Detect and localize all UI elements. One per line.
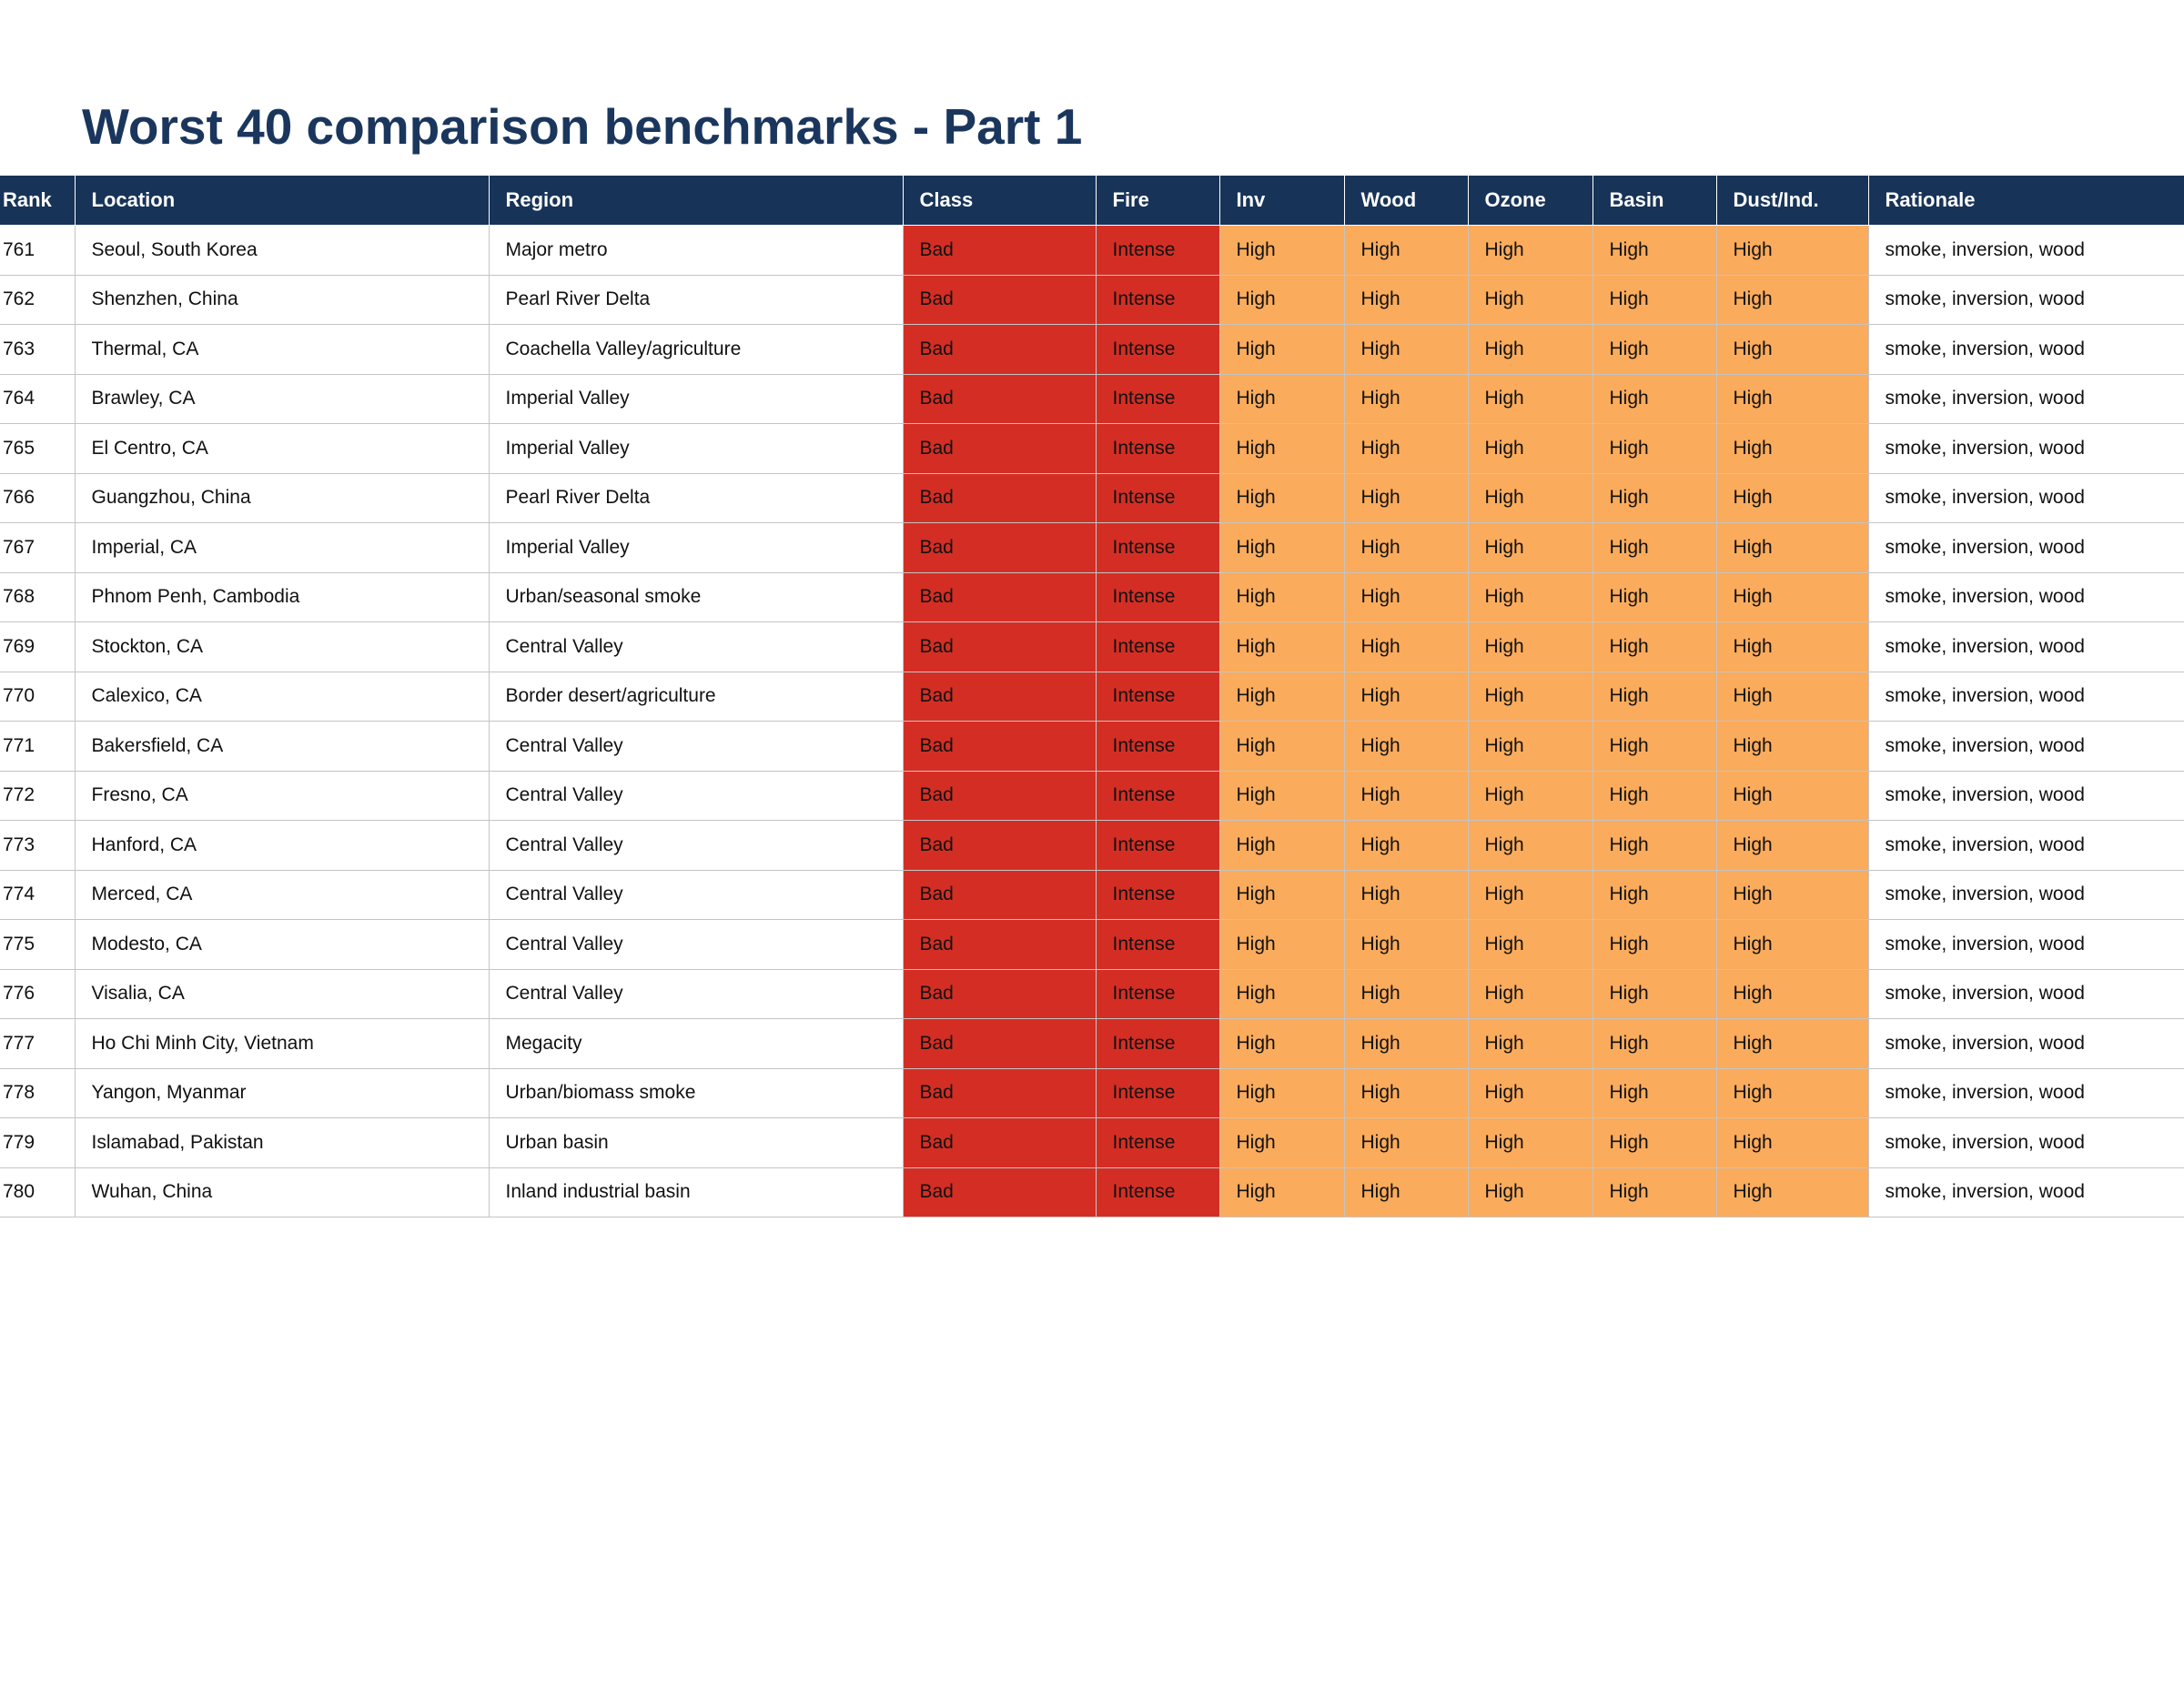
cell-rationale: smoke, inversion, wood bbox=[1868, 1019, 2184, 1069]
column-header-rank[interactable]: Rank bbox=[0, 176, 75, 226]
cell-rationale: smoke, inversion, wood bbox=[1868, 424, 2184, 474]
cell-inv: High bbox=[1219, 969, 1344, 1019]
cell-region: Central Valley bbox=[489, 771, 903, 821]
cell-ozone: High bbox=[1468, 920, 1592, 970]
cell-rank: 779 bbox=[0, 1118, 75, 1168]
cell-class: Bad bbox=[903, 771, 1096, 821]
cell-rationale: smoke, inversion, wood bbox=[1868, 870, 2184, 920]
cell-fire: Intense bbox=[1096, 821, 1219, 871]
column-header-location[interactable]: Location bbox=[75, 176, 489, 226]
cell-region: Central Valley bbox=[489, 622, 903, 672]
cell-dust-ind: High bbox=[1716, 920, 1868, 970]
cell-fire: Intense bbox=[1096, 325, 1219, 375]
cell-rationale: smoke, inversion, wood bbox=[1868, 771, 2184, 821]
cell-region: Central Valley bbox=[489, 821, 903, 871]
column-header-fire[interactable]: Fire bbox=[1096, 176, 1219, 226]
header-row bbox=[0, 176, 2184, 226]
cell-location: Bakersfield, CA bbox=[75, 722, 489, 772]
cell-rank: 770 bbox=[0, 672, 75, 722]
cell-location: Seoul, South Korea bbox=[75, 226, 489, 276]
cell-region: Urban/biomass smoke bbox=[489, 1068, 903, 1118]
cell-class: Bad bbox=[903, 1118, 1096, 1168]
table-row bbox=[0, 1167, 2184, 1217]
table-row bbox=[0, 672, 2184, 722]
cell-fire: Intense bbox=[1096, 771, 1219, 821]
column-header-wood[interactable]: Wood bbox=[1344, 176, 1468, 226]
cell-wood: High bbox=[1344, 672, 1468, 722]
cell-rationale: smoke, inversion, wood bbox=[1868, 275, 2184, 325]
cell-wood: High bbox=[1344, 374, 1468, 424]
cell-rank: 766 bbox=[0, 473, 75, 523]
cell-rationale: smoke, inversion, wood bbox=[1868, 226, 2184, 276]
cell-basin: High bbox=[1592, 473, 1716, 523]
cell-rank: 765 bbox=[0, 424, 75, 474]
cell-region: Imperial Valley bbox=[489, 424, 903, 474]
cell-rank: 776 bbox=[0, 969, 75, 1019]
cell-ozone: High bbox=[1468, 572, 1592, 622]
cell-inv: High bbox=[1219, 672, 1344, 722]
cell-class: Bad bbox=[903, 722, 1096, 772]
cell-wood: High bbox=[1344, 1118, 1468, 1168]
cell-fire: Intense bbox=[1096, 1167, 1219, 1217]
column-header-basin[interactable]: Basin bbox=[1592, 176, 1716, 226]
cell-class: Bad bbox=[903, 672, 1096, 722]
cell-location: Guangzhou, China bbox=[75, 473, 489, 523]
cell-rank: 772 bbox=[0, 771, 75, 821]
cell-rationale: smoke, inversion, wood bbox=[1868, 1068, 2184, 1118]
cell-basin: High bbox=[1592, 771, 1716, 821]
cell-ozone: High bbox=[1468, 821, 1592, 871]
cell-basin: High bbox=[1592, 870, 1716, 920]
cell-region: Urban/seasonal smoke bbox=[489, 572, 903, 622]
column-header-ozone[interactable]: Ozone bbox=[1468, 176, 1592, 226]
cell-inv: High bbox=[1219, 473, 1344, 523]
cell-wood: High bbox=[1344, 226, 1468, 276]
cell-rationale: smoke, inversion, wood bbox=[1868, 969, 2184, 1019]
cell-rationale: smoke, inversion, wood bbox=[1868, 622, 2184, 672]
cell-class: Bad bbox=[903, 424, 1096, 474]
cell-class: Bad bbox=[903, 1167, 1096, 1217]
cell-wood: High bbox=[1344, 1068, 1468, 1118]
cell-class: Bad bbox=[903, 920, 1096, 970]
table-row bbox=[0, 870, 2184, 920]
cell-class: Bad bbox=[903, 1019, 1096, 1069]
cell-rank: 762 bbox=[0, 275, 75, 325]
cell-dust-ind: High bbox=[1716, 1118, 1868, 1168]
cell-fire: Intense bbox=[1096, 1019, 1219, 1069]
cell-region: Urban basin bbox=[489, 1118, 903, 1168]
column-header-region[interactable]: Region bbox=[489, 176, 903, 226]
cell-location: Islamabad, Pakistan bbox=[75, 1118, 489, 1168]
cell-ozone: High bbox=[1468, 424, 1592, 474]
cell-dust-ind: High bbox=[1716, 870, 1868, 920]
cell-wood: High bbox=[1344, 424, 1468, 474]
cell-location: Shenzhen, China bbox=[75, 275, 489, 325]
cell-region: Pearl River Delta bbox=[489, 275, 903, 325]
cell-ozone: High bbox=[1468, 374, 1592, 424]
cell-wood: High bbox=[1344, 572, 1468, 622]
table-row bbox=[0, 523, 2184, 573]
page-title: Worst 40 comparison benchmarks - Part 1 bbox=[82, 98, 1083, 155]
cell-location: Brawley, CA bbox=[75, 374, 489, 424]
cell-inv: High bbox=[1219, 1068, 1344, 1118]
cell-basin: High bbox=[1592, 572, 1716, 622]
cell-rationale: smoke, inversion, wood bbox=[1868, 1118, 2184, 1168]
cell-rank: 764 bbox=[0, 374, 75, 424]
cell-fire: Intense bbox=[1096, 275, 1219, 325]
cell-fire: Intense bbox=[1096, 672, 1219, 722]
cell-rationale: smoke, inversion, wood bbox=[1868, 920, 2184, 970]
cell-location: Yangon, Myanmar bbox=[75, 1068, 489, 1118]
cell-fire: Intense bbox=[1096, 1068, 1219, 1118]
cell-wood: High bbox=[1344, 1019, 1468, 1069]
cell-wood: High bbox=[1344, 523, 1468, 573]
table-row bbox=[0, 424, 2184, 474]
cell-location: Hanford, CA bbox=[75, 821, 489, 871]
cell-class: Bad bbox=[903, 523, 1096, 573]
cell-wood: High bbox=[1344, 920, 1468, 970]
cell-rank: 778 bbox=[0, 1068, 75, 1118]
cell-basin: High bbox=[1592, 969, 1716, 1019]
table-row bbox=[0, 622, 2184, 672]
cell-rationale: smoke, inversion, wood bbox=[1868, 821, 2184, 871]
cell-location: Wuhan, China bbox=[75, 1167, 489, 1217]
table-row bbox=[0, 821, 2184, 871]
column-header-inv[interactable]: Inv bbox=[1219, 176, 1344, 226]
cell-location: Calexico, CA bbox=[75, 672, 489, 722]
cell-rank: 773 bbox=[0, 821, 75, 871]
cell-rank: 774 bbox=[0, 870, 75, 920]
cell-ozone: High bbox=[1468, 473, 1592, 523]
cell-ozone: High bbox=[1468, 870, 1592, 920]
cell-fire: Intense bbox=[1096, 572, 1219, 622]
column-header-rationale[interactable]: Rationale bbox=[1868, 176, 2184, 226]
cell-rank: 768 bbox=[0, 572, 75, 622]
cell-region: Pearl River Delta bbox=[489, 473, 903, 523]
table-body bbox=[0, 226, 2184, 1217]
cell-basin: High bbox=[1592, 424, 1716, 474]
table-row bbox=[0, 722, 2184, 772]
cell-rank: 761 bbox=[0, 226, 75, 276]
cell-ozone: High bbox=[1468, 275, 1592, 325]
table-row bbox=[0, 1019, 2184, 1069]
cell-ozone: High bbox=[1468, 672, 1592, 722]
cell-basin: High bbox=[1592, 275, 1716, 325]
cell-dust-ind: High bbox=[1716, 325, 1868, 375]
cell-wood: High bbox=[1344, 870, 1468, 920]
table-row bbox=[0, 1118, 2184, 1168]
cell-region: Central Valley bbox=[489, 969, 903, 1019]
cell-dust-ind: High bbox=[1716, 722, 1868, 772]
cell-rationale: smoke, inversion, wood bbox=[1868, 1167, 2184, 1217]
cell-fire: Intense bbox=[1096, 424, 1219, 474]
cell-inv: High bbox=[1219, 275, 1344, 325]
cell-location: Stockton, CA bbox=[75, 622, 489, 672]
cell-rationale: smoke, inversion, wood bbox=[1868, 325, 2184, 375]
cell-location: El Centro, CA bbox=[75, 424, 489, 474]
cell-location: Phnom Penh, Cambodia bbox=[75, 572, 489, 622]
cell-inv: High bbox=[1219, 374, 1344, 424]
cell-wood: High bbox=[1344, 969, 1468, 1019]
cell-inv: High bbox=[1219, 226, 1344, 276]
column-header-class[interactable]: Class bbox=[903, 176, 1096, 226]
cell-fire: Intense bbox=[1096, 969, 1219, 1019]
table-row bbox=[0, 572, 2184, 622]
cell-class: Bad bbox=[903, 821, 1096, 871]
cell-region: Inland industrial basin bbox=[489, 1167, 903, 1217]
cell-rationale: smoke, inversion, wood bbox=[1868, 473, 2184, 523]
cell-wood: High bbox=[1344, 622, 1468, 672]
cell-class: Bad bbox=[903, 969, 1096, 1019]
cell-location: Thermal, CA bbox=[75, 325, 489, 375]
cell-class: Bad bbox=[903, 325, 1096, 375]
cell-fire: Intense bbox=[1096, 523, 1219, 573]
cell-ozone: High bbox=[1468, 622, 1592, 672]
cell-basin: High bbox=[1592, 374, 1716, 424]
table-row bbox=[0, 473, 2184, 523]
cell-fire: Intense bbox=[1096, 722, 1219, 772]
cell-fire: Intense bbox=[1096, 473, 1219, 523]
cell-dust-ind: High bbox=[1716, 523, 1868, 573]
cell-inv: High bbox=[1219, 870, 1344, 920]
cell-inv: High bbox=[1219, 424, 1344, 474]
cell-wood: High bbox=[1344, 771, 1468, 821]
cell-basin: High bbox=[1592, 622, 1716, 672]
cell-inv: High bbox=[1219, 325, 1344, 375]
cell-rank: 769 bbox=[0, 622, 75, 672]
cell-fire: Intense bbox=[1096, 226, 1219, 276]
cell-dust-ind: High bbox=[1716, 622, 1868, 672]
cell-inv: High bbox=[1219, 1167, 1344, 1217]
table-row bbox=[0, 226, 2184, 276]
cell-inv: High bbox=[1219, 1019, 1344, 1069]
cell-rank: 775 bbox=[0, 920, 75, 970]
cell-ozone: High bbox=[1468, 1167, 1592, 1217]
table-row bbox=[0, 1068, 2184, 1118]
cell-wood: High bbox=[1344, 275, 1468, 325]
cell-region: Coachella Valley/agriculture bbox=[489, 325, 903, 375]
cell-ozone: High bbox=[1468, 1019, 1592, 1069]
table-header bbox=[0, 176, 2184, 226]
cell-fire: Intense bbox=[1096, 1118, 1219, 1168]
cell-location: Ho Chi Minh City, Vietnam bbox=[75, 1019, 489, 1069]
cell-wood: High bbox=[1344, 473, 1468, 523]
cell-dust-ind: High bbox=[1716, 1167, 1868, 1217]
cell-region: Imperial Valley bbox=[489, 523, 903, 573]
cell-region: Central Valley bbox=[489, 870, 903, 920]
cell-class: Bad bbox=[903, 374, 1096, 424]
cell-dust-ind: High bbox=[1716, 374, 1868, 424]
benchmark-table bbox=[0, 176, 2184, 1217]
cell-basin: High bbox=[1592, 722, 1716, 772]
cell-basin: High bbox=[1592, 1167, 1716, 1217]
cell-location: Imperial, CA bbox=[75, 523, 489, 573]
cell-dust-ind: High bbox=[1716, 275, 1868, 325]
cell-class: Bad bbox=[903, 226, 1096, 276]
cell-basin: High bbox=[1592, 226, 1716, 276]
cell-region: Megacity bbox=[489, 1019, 903, 1069]
cell-inv: High bbox=[1219, 622, 1344, 672]
cell-inv: High bbox=[1219, 920, 1344, 970]
column-header-dust-ind[interactable]: Dust/Ind. bbox=[1716, 176, 1868, 226]
cell-wood: High bbox=[1344, 325, 1468, 375]
cell-ozone: High bbox=[1468, 969, 1592, 1019]
cell-dust-ind: High bbox=[1716, 1068, 1868, 1118]
cell-basin: High bbox=[1592, 672, 1716, 722]
cell-wood: High bbox=[1344, 1167, 1468, 1217]
cell-location: Fresno, CA bbox=[75, 771, 489, 821]
cell-inv: High bbox=[1219, 722, 1344, 772]
cell-fire: Intense bbox=[1096, 622, 1219, 672]
cell-class: Bad bbox=[903, 473, 1096, 523]
cell-basin: High bbox=[1592, 821, 1716, 871]
cell-ozone: High bbox=[1468, 1118, 1592, 1168]
cell-fire: Intense bbox=[1096, 870, 1219, 920]
cell-class: Bad bbox=[903, 1068, 1096, 1118]
cell-class: Bad bbox=[903, 870, 1096, 920]
cell-inv: High bbox=[1219, 771, 1344, 821]
cell-ozone: High bbox=[1468, 1068, 1592, 1118]
cell-location: Merced, CA bbox=[75, 870, 489, 920]
cell-dust-ind: High bbox=[1716, 771, 1868, 821]
cell-dust-ind: High bbox=[1716, 969, 1868, 1019]
cell-inv: High bbox=[1219, 821, 1344, 871]
cell-region: Major metro bbox=[489, 226, 903, 276]
cell-ozone: High bbox=[1468, 722, 1592, 772]
cell-fire: Intense bbox=[1096, 920, 1219, 970]
cell-rank: 767 bbox=[0, 523, 75, 573]
cell-rationale: smoke, inversion, wood bbox=[1868, 572, 2184, 622]
table-row bbox=[0, 969, 2184, 1019]
cell-location: Visalia, CA bbox=[75, 969, 489, 1019]
table-row bbox=[0, 325, 2184, 375]
cell-dust-ind: High bbox=[1716, 226, 1868, 276]
cell-region: Central Valley bbox=[489, 920, 903, 970]
cell-rank: 780 bbox=[0, 1167, 75, 1217]
cell-basin: High bbox=[1592, 1019, 1716, 1069]
table-row bbox=[0, 771, 2184, 821]
cell-basin: High bbox=[1592, 1068, 1716, 1118]
cell-region: Imperial Valley bbox=[489, 374, 903, 424]
cell-wood: High bbox=[1344, 722, 1468, 772]
cell-rationale: smoke, inversion, wood bbox=[1868, 672, 2184, 722]
cell-rationale: smoke, inversion, wood bbox=[1868, 523, 2184, 573]
cell-ozone: High bbox=[1468, 226, 1592, 276]
table-row bbox=[0, 920, 2184, 970]
cell-rank: 777 bbox=[0, 1019, 75, 1069]
cell-rank: 771 bbox=[0, 722, 75, 772]
cell-ozone: High bbox=[1468, 523, 1592, 573]
table-row bbox=[0, 374, 2184, 424]
cell-region: Border desert/agriculture bbox=[489, 672, 903, 722]
cell-class: Bad bbox=[903, 622, 1096, 672]
cell-ozone: High bbox=[1468, 325, 1592, 375]
cell-rationale: smoke, inversion, wood bbox=[1868, 722, 2184, 772]
cell-class: Bad bbox=[903, 572, 1096, 622]
cell-basin: High bbox=[1592, 523, 1716, 573]
cell-inv: High bbox=[1219, 523, 1344, 573]
cell-dust-ind: High bbox=[1716, 424, 1868, 474]
cell-basin: High bbox=[1592, 325, 1716, 375]
table-row bbox=[0, 275, 2184, 325]
cell-rationale: smoke, inversion, wood bbox=[1868, 374, 2184, 424]
cell-location: Modesto, CA bbox=[75, 920, 489, 970]
cell-inv: High bbox=[1219, 1118, 1344, 1168]
cell-dust-ind: High bbox=[1716, 572, 1868, 622]
cell-inv: High bbox=[1219, 572, 1344, 622]
cell-wood: High bbox=[1344, 821, 1468, 871]
cell-dust-ind: High bbox=[1716, 473, 1868, 523]
cell-basin: High bbox=[1592, 1118, 1716, 1168]
cell-dust-ind: High bbox=[1716, 672, 1868, 722]
cell-class: Bad bbox=[903, 275, 1096, 325]
cell-region: Central Valley bbox=[489, 722, 903, 772]
cell-dust-ind: High bbox=[1716, 821, 1868, 871]
cell-rank: 763 bbox=[0, 325, 75, 375]
cell-basin: High bbox=[1592, 920, 1716, 970]
cell-ozone: High bbox=[1468, 771, 1592, 821]
cell-dust-ind: High bbox=[1716, 1019, 1868, 1069]
cell-fire: Intense bbox=[1096, 374, 1219, 424]
